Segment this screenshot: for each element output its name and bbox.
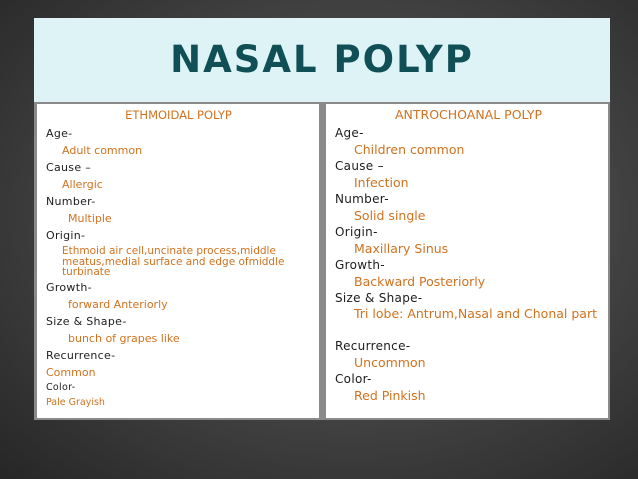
- origin-label: Origin-: [46, 229, 86, 242]
- cause-value: Allergic: [62, 178, 103, 191]
- recurrence-label: Recurrence-: [46, 349, 116, 362]
- cause-value: Infection: [354, 175, 409, 190]
- number-label: Number-: [335, 192, 389, 206]
- color-value: Pale Grayish: [46, 397, 105, 408]
- growth-label: Growth-: [335, 258, 385, 272]
- size-shape-label: Size & Shape-: [335, 291, 423, 305]
- ethmoidal-polyp-header: ETHMOIDAL POLYP: [125, 108, 232, 122]
- age-value: Adult common: [62, 144, 143, 157]
- origin-label: Origin-: [335, 225, 378, 239]
- color-value: Red Pinkish: [354, 388, 426, 403]
- recurrence-label: Recurrence-: [335, 339, 411, 353]
- age-label: Age-: [335, 126, 364, 140]
- origin-value: Ethmoid air cell,uncinate process,middle meatus,medial surface and edge ofmiddle turbinate: [62, 245, 285, 278]
- size-shape-value: bunch of grapes like: [68, 332, 180, 345]
- recurrence-value: Common: [46, 366, 96, 379]
- antrochoanal-polyp-header: ANTROCHOANAL POLYP: [394, 107, 543, 122]
- antrochoanal-polyp-column: [326, 104, 608, 418]
- cause-label: Cause –: [335, 159, 384, 173]
- age-value: Children common: [354, 142, 465, 157]
- growth-label: Growth-: [46, 281, 92, 294]
- size-shape-value: Tri lobe: Antrum,Nasal and Chonal part: [354, 306, 597, 321]
- slide-title: NASAL POLYP: [170, 38, 474, 81]
- size-shape-label: Size & Shape-: [46, 315, 127, 328]
- recurrence-value: Uncommon: [354, 355, 426, 370]
- ethmoidal-polyp-column: [37, 104, 319, 418]
- color-label: Color-: [335, 372, 372, 386]
- age-label: Age-: [46, 127, 73, 140]
- number-value: Solid single: [354, 208, 426, 223]
- slide-panel: [34, 18, 610, 420]
- number-value: Multiple: [68, 212, 112, 225]
- cause-label: Cause –: [46, 161, 91, 174]
- number-label: Number-: [46, 195, 96, 208]
- color-label: Color-: [46, 382, 76, 393]
- origin-value: Maxillary Sinus: [354, 241, 449, 256]
- growth-value: Backward Posteriorly: [354, 274, 486, 289]
- title-band: [34, 18, 610, 102]
- growth-value: forward Anteriorly: [68, 298, 168, 311]
